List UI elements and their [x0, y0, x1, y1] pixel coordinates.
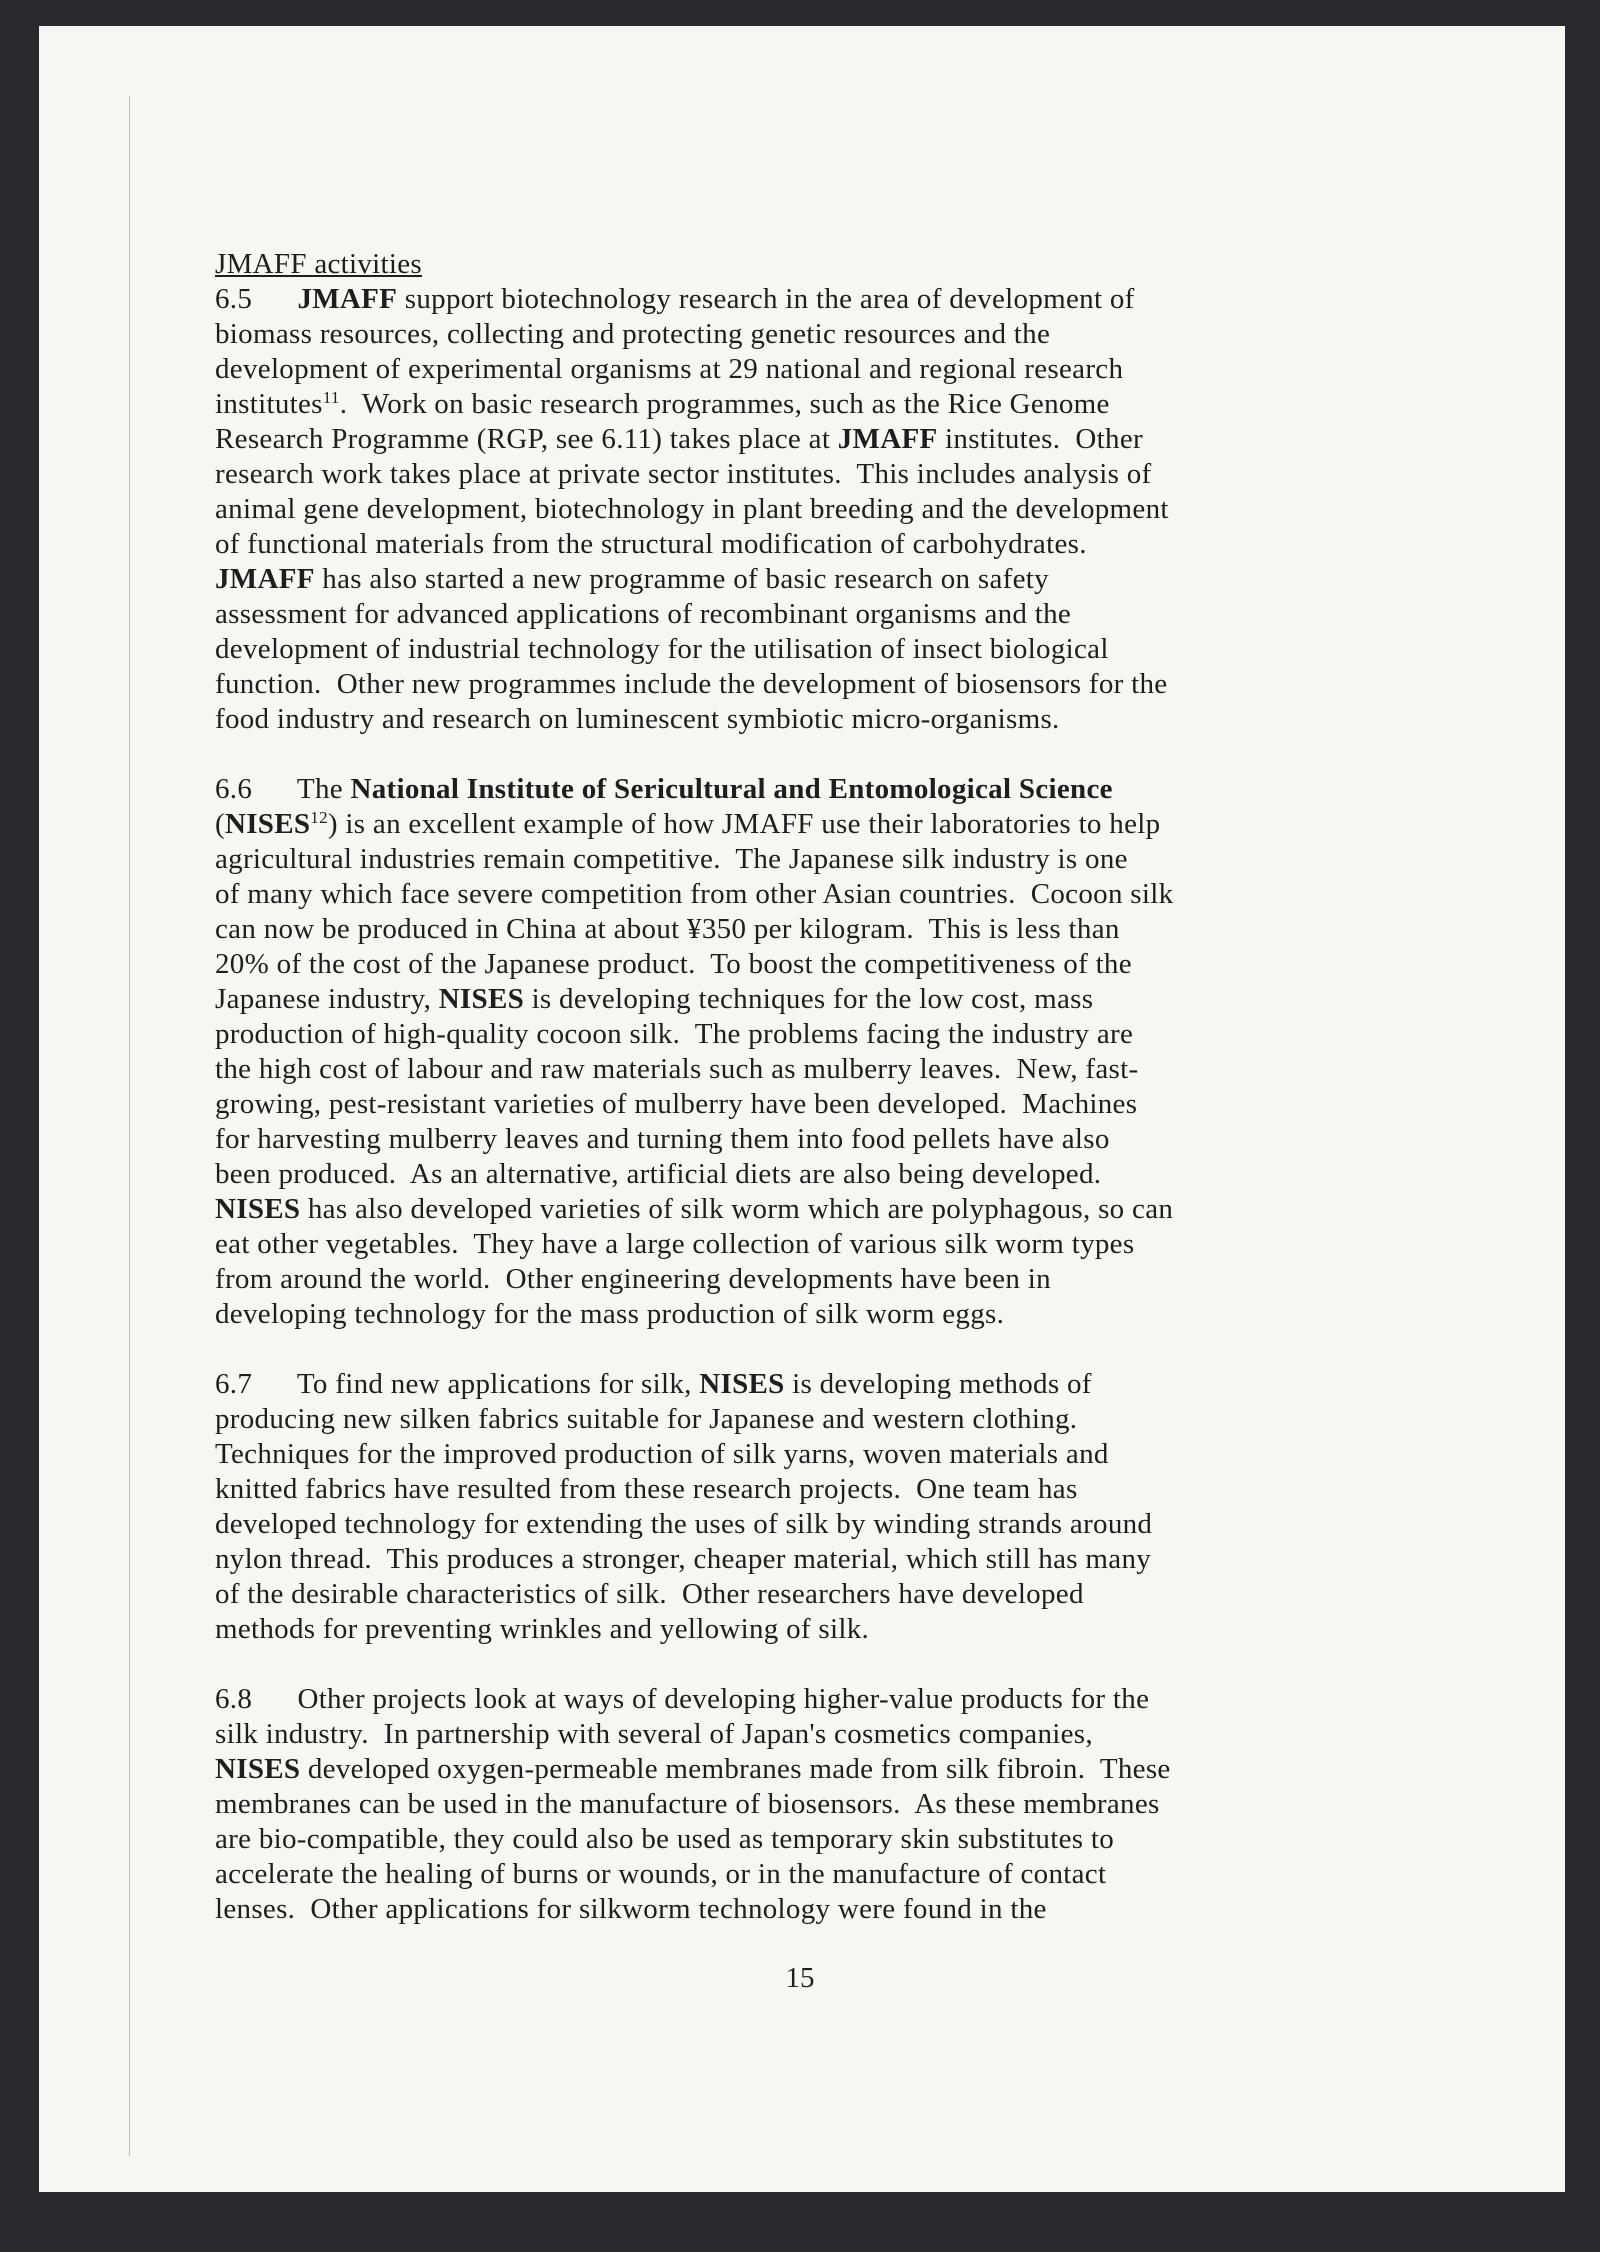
bold-term: NISES	[699, 1368, 785, 1400]
text-line	[215, 632, 1415, 667]
text-run: 6.8 Other projects look at ways of developing higher-value products for the	[215, 1683, 1150, 1715]
bold-term: JMAFF	[297, 283, 398, 315]
text-line	[215, 597, 1415, 632]
text-line	[215, 1087, 1415, 1122]
text-line	[215, 877, 1415, 912]
text-line	[215, 1542, 1415, 1577]
text-run: from around the world. Other engineering developments have been in	[215, 1263, 1051, 1295]
text-line	[215, 947, 1415, 982]
paragraph	[215, 1367, 1415, 1647]
text-line	[215, 912, 1415, 947]
text-run: 6.6 The	[215, 773, 351, 805]
text-line	[215, 1227, 1415, 1262]
footnote-ref: 12	[310, 808, 328, 827]
text-run: developed technology for extending the uses of silk by winding strands around	[215, 1508, 1153, 1540]
bold-term: JMAFF	[837, 423, 938, 455]
text-line	[215, 1437, 1415, 1472]
text-line	[215, 492, 1415, 527]
text-run: assessment for advanced applications of recombinant organisms and the	[215, 598, 1072, 630]
text-run: food industry and research on luminescent symbiotic micro-organisms.	[215, 703, 1060, 735]
text-line	[215, 702, 1415, 737]
text-run: 20% of the cost of the Japanese product. To boost the competitiveness of the	[215, 948, 1132, 980]
text-run: developing technology for the mass production of silk worm eggs.	[215, 1298, 1005, 1330]
text-run: are bio-compatible, they could also be used as temporary skin substitutes to	[215, 1823, 1115, 1855]
text-run: development of industrial technology for the utilisation of insect biological	[215, 633, 1109, 665]
margin-line	[129, 96, 130, 2156]
text-line	[215, 562, 1415, 597]
text-run: (	[215, 808, 225, 840]
text-run: membranes can be used in the manufacture of biosensors. As these membranes	[215, 1788, 1160, 1820]
text-run: agricultural industries remain competitive. The Japanese silk industry is one	[215, 843, 1128, 875]
text-run: eat other vegetables. They have a large collection of various silk worm types	[215, 1228, 1135, 1260]
text-run: of many which face severe competition from other Asian countries. Cocoon silk	[215, 878, 1174, 910]
text-line	[215, 282, 1415, 317]
text-run: research work takes place at private sector institutes. This includes analysis of	[215, 458, 1152, 490]
text-line	[215, 1612, 1415, 1647]
text-run: can now be produced in China at about ¥350 per kilogram. This is less than	[215, 913, 1120, 945]
bold-term: NISES	[215, 1753, 301, 1785]
text-run: has also developed varieties of silk worm which are polyphagous, so can	[300, 1193, 1174, 1225]
text-run: 6.7 To find new applications for silk,	[215, 1368, 700, 1400]
body-text	[215, 247, 1415, 1962]
text-line	[215, 1892, 1415, 1927]
text-run: has also started a new programme of basic research on safety	[314, 563, 1049, 595]
bold-term: NISES	[438, 983, 525, 1015]
text-line	[215, 772, 1415, 807]
text-line	[215, 387, 1415, 422]
text-run: is developing techniques for the low cost, mass	[524, 983, 1094, 1015]
text-line	[215, 982, 1415, 1017]
text-line	[215, 1192, 1415, 1227]
text-run: function. Other new programmes include the development of biosensors for the	[215, 668, 1168, 700]
text-run: Research Programme (RGP, see 6.11) takes place at	[215, 423, 838, 455]
text-line	[215, 1262, 1415, 1297]
text-line	[215, 422, 1415, 457]
text-run: accelerate the healing of burns or wounds, or in the manufacture of contact	[215, 1858, 1107, 1890]
paragraph	[215, 1682, 1415, 1927]
text-line	[215, 352, 1415, 387]
text-run: producing new silken fabrics suitable for Japanese and western clothing.	[215, 1403, 1078, 1435]
text-run: is developing methods of	[784, 1368, 1092, 1400]
text-line	[215, 842, 1415, 877]
text-line	[215, 1507, 1415, 1542]
text-line	[215, 1787, 1415, 1822]
text-line	[215, 1157, 1415, 1192]
text-line	[215, 1017, 1415, 1052]
text-run: of functional materials from the structural modification of carbohydrates.	[215, 528, 1087, 560]
text-line	[215, 527, 1415, 562]
text-run: for harvesting mulberry leaves and turning them into food pellets have also	[215, 1123, 1110, 1155]
text-run: biomass resources, collecting and protecting genetic resources and the	[215, 318, 1051, 350]
text-run: lenses. Other applications for silkworm technology were found in the	[215, 1893, 1047, 1925]
text-line	[215, 1717, 1415, 1752]
text-run: ) is an excellent example of how JMAFF use their laboratories to help	[327, 808, 1161, 840]
text-run: of the desirable characteristics of silk. Other researchers have developed	[215, 1578, 1084, 1610]
text-run: been produced. As an alternative, artificial diets are also being developed.	[215, 1158, 1102, 1190]
text-line	[215, 807, 1415, 842]
bold-term: JMAFF	[215, 563, 315, 595]
text-line	[215, 1122, 1415, 1157]
text-line	[215, 1472, 1415, 1507]
text-run: Japanese industry,	[215, 983, 439, 1015]
text-run: knitted fabrics have resulted from these research projects. One team has	[215, 1473, 1078, 1505]
text-run: silk industry. In partnership with several of Japan's cosmetics companies,	[215, 1718, 1093, 1750]
text-run: institutes. Other	[937, 423, 1143, 455]
text-run: 6.5	[215, 283, 298, 315]
section-heading: JMAFF activities	[215, 248, 423, 280]
text-run: Techniques for the improved production of silk yarns, woven materials and	[215, 1438, 1109, 1470]
footnote-ref: 11	[322, 388, 340, 407]
text-run: institutes	[215, 388, 323, 420]
text-run: the high cost of labour and raw materials such as mulberry leaves. New, fast-	[215, 1053, 1139, 1085]
text-line	[215, 1402, 1415, 1437]
text-run: production of high-quality cocoon silk. The problems facing the industry are	[215, 1018, 1134, 1050]
text-line	[215, 1052, 1415, 1087]
bold-term: NISES	[215, 1193, 301, 1225]
text-run: developed oxygen-permeable membranes made from silk fibroin. These	[300, 1753, 1171, 1785]
text-line	[215, 1682, 1415, 1717]
text-run: methods for preventing wrinkles and yellowing of silk.	[215, 1613, 870, 1645]
text-run: development of experimental organisms at 29 national and regional research	[215, 353, 1124, 385]
text-line	[215, 667, 1415, 702]
text-line	[215, 1752, 1415, 1787]
text-run: . Work on basic research programmes, such as the Rice Genome	[339, 388, 1110, 420]
bold-term: National Institute of Sericultural and Entomological Science	[350, 773, 1113, 805]
paragraph	[215, 772, 1415, 1332]
page-number: 15	[785, 1962, 815, 1994]
text-line	[215, 1822, 1415, 1857]
text-line	[215, 1297, 1415, 1332]
bold-term: NISES	[224, 808, 311, 840]
text-run: nylon thread. This produces a stronger, cheaper material, which still has many	[215, 1543, 1152, 1575]
text-line	[215, 1857, 1415, 1892]
text-line	[215, 317, 1415, 352]
text-run: growing, pest-resistant varieties of mulberry have been developed. Machines	[215, 1088, 1138, 1120]
text-line	[215, 1577, 1415, 1612]
text-line	[215, 1367, 1415, 1402]
paragraph	[215, 282, 1415, 737]
text-run: support biotechnology research in the area of development of	[397, 283, 1135, 315]
text-run: animal gene development, biotechnology in plant breeding and the development	[215, 493, 1169, 525]
text-line	[215, 457, 1415, 492]
